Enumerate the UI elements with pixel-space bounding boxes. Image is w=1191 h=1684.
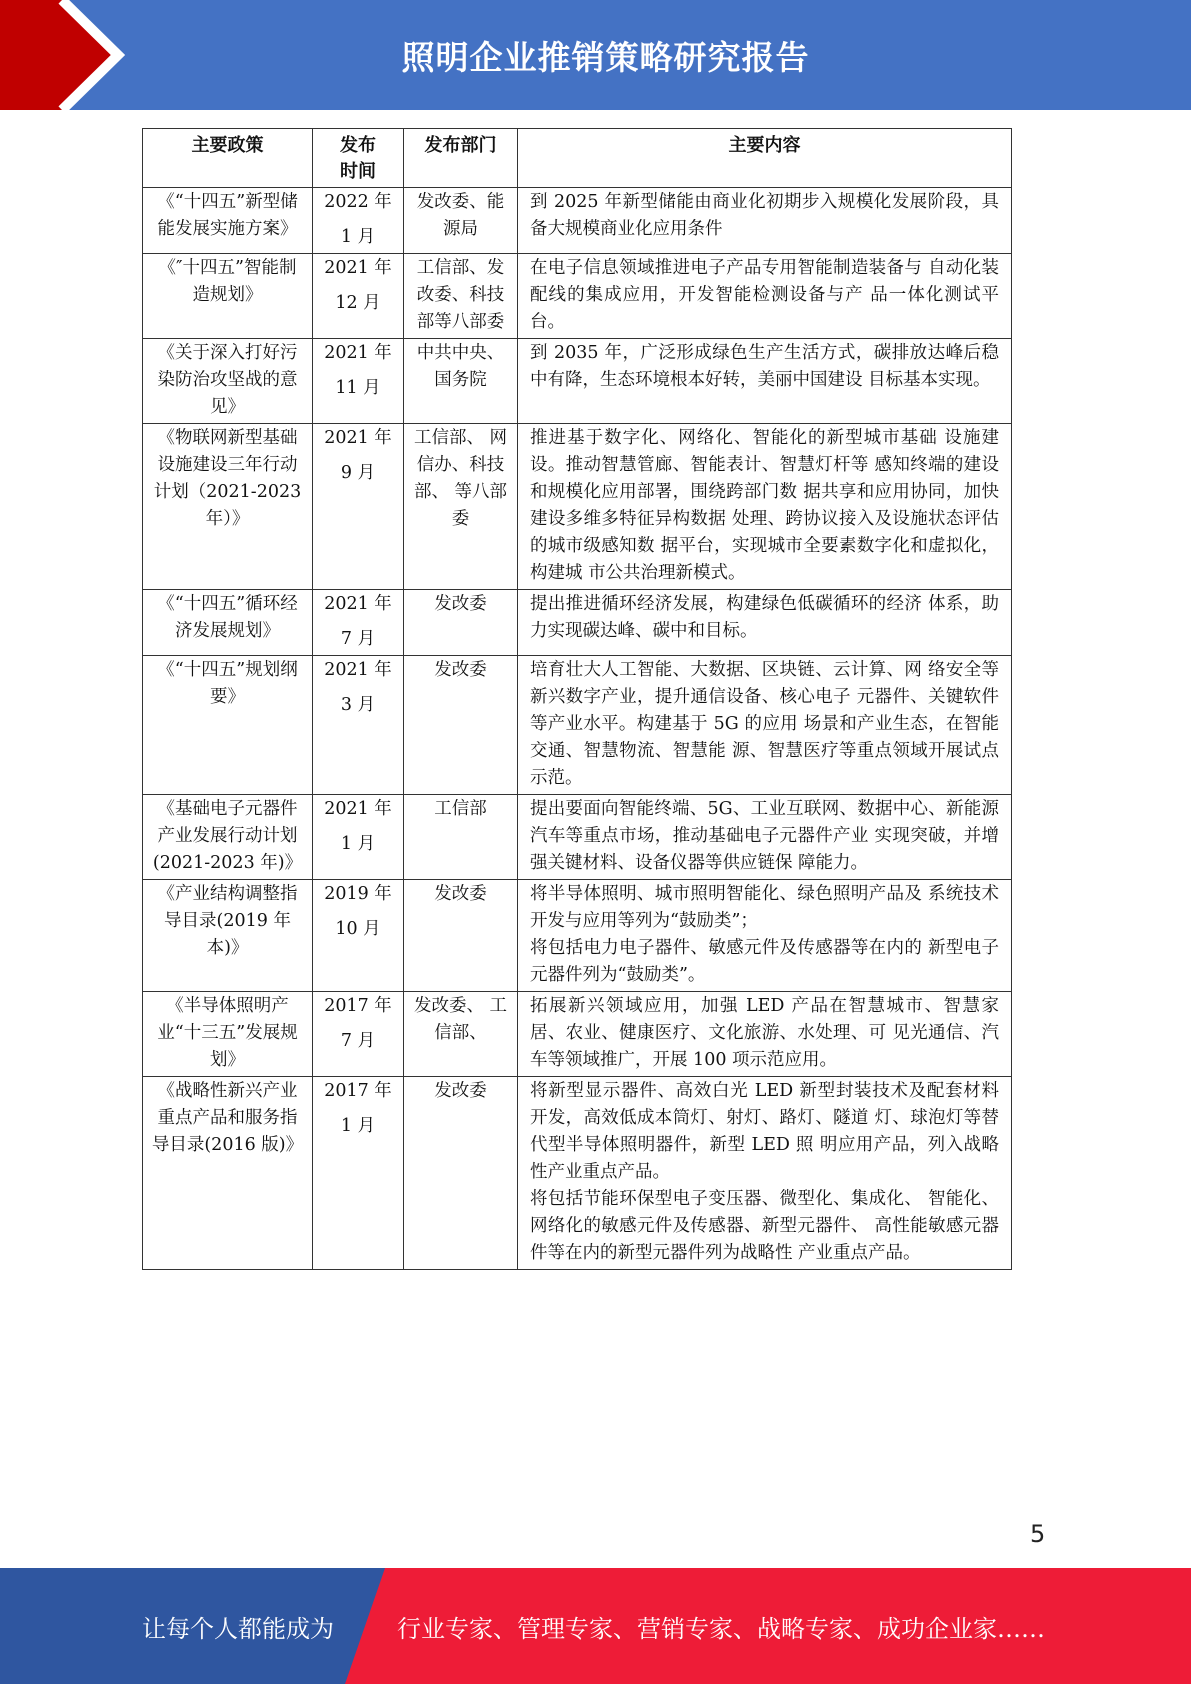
content-cell: [518, 339, 1012, 424]
content-cell: [518, 656, 1012, 795]
policy-name-cell: 《“十四五”新型储能发展实施方案》: [143, 188, 313, 254]
release-date-cell: [313, 656, 404, 795]
page-number: 5: [1030, 1520, 1046, 1548]
policy-name-cell: 《半导体照明产业“十三五”发展规划》: [143, 992, 313, 1077]
release-date-part: 9 月: [340, 463, 376, 483]
content-paragraph: 提出推进循环经济发展，构建绿色低碳循环的经济 体系，助力实现碳达峰、碳中和目标。: [530, 594, 999, 641]
policy-name-cell: 《物联网新型基础设施建设三年行动计划（2021-2023 年）》: [143, 424, 313, 590]
release-date-part: 2019 年: [324, 884, 392, 904]
release-date-cell: [313, 992, 404, 1077]
content-paragraph: 到 2035 年，广泛形成绿色生产生活方式，碳排放达峰后稳中有降，生态环境根本好转，美丽中国建设 目标基本实现。: [530, 343, 999, 390]
department-cell: 发改委: [404, 1077, 518, 1270]
footer-slogan-right: 行业专家、管理专家、营销专家、战略专家、成功企业家……: [397, 1614, 1045, 1643]
header-dept: 发布部门: [404, 129, 518, 188]
release-date-part: 11 月: [335, 378, 381, 398]
policy-name-cell: 《“十四五”循环经济发展规划》: [143, 590, 313, 656]
table-row: [143, 424, 1012, 590]
release-date-part: 1 月: [340, 834, 376, 854]
content-paragraph: 将半导体照明、城市照明智能化、绿色照明产品及 系统技术开发与应用等列为“鼓励类”；: [530, 884, 999, 931]
content-paragraph: 拓展新兴领域应用，加强 LED 产品在智慧城市、智慧家居、农业、健康医疗、文化旅游、水处理、可 见光通信、汽车等领域推广，开展 100 项示范应用。: [530, 996, 999, 1070]
release-date-part: 2017 年: [324, 1081, 392, 1101]
content-cell: [518, 795, 1012, 880]
table-row: [143, 590, 1012, 656]
release-date-part: 2017 年: [324, 996, 392, 1016]
release-date-part: 2021 年: [324, 428, 392, 448]
release-date-part: 2021 年: [324, 258, 392, 278]
department-cell: 工信部: [404, 795, 518, 880]
header-policy: 主要政策: [143, 129, 313, 188]
policy-name-cell: 《战略性新兴产业重点产品和服务指导目录(2016 版)》: [143, 1077, 313, 1270]
release-date-cell: [313, 590, 404, 656]
content-cell: [518, 424, 1012, 590]
content-paragraph: 将包括节能环保型电子变压器、微型化、集成化、 智能化、网络化的敏感元件及传感器、新型元器件、 高性能敏感元器件等在内的新型元器件列为战略性 产业重点产品。: [530, 1189, 999, 1263]
release-date-cell: [313, 424, 404, 590]
content-cell: [518, 590, 1012, 656]
release-date-part: 1 月: [340, 1116, 376, 1136]
content-cell: [518, 880, 1012, 992]
content-paragraph: 提出要面向智能终端、5G、工业互联网、数据中心、新能源汽车等重点市场，推动基础电子元器件产业 实现突破，并增强关键材料、设备仪器等供应链保 障能力。: [530, 799, 999, 873]
table-row: [143, 254, 1012, 339]
release-date-part: 10 月: [335, 919, 381, 939]
footer-banner: [0, 1568, 1191, 1684]
table-row: [143, 656, 1012, 795]
table-body: [143, 188, 1012, 1270]
content-cell: [518, 188, 1012, 254]
table-row: [143, 1077, 1012, 1270]
policy-name-cell: 《基础电子元器件产业发展行动计划(2021-2023 年)》: [143, 795, 313, 880]
policy-name-cell: 《产业结构调整指导目录(2019 年本)》: [143, 880, 313, 992]
department-cell: 中共中央、国务院: [404, 339, 518, 424]
release-date-cell: [313, 880, 404, 992]
content-cell: [518, 1077, 1012, 1270]
page-title: 照明企业推销策略研究报告: [401, 37, 810, 77]
content-paragraph: 将包括电力电子器件、敏感元件及传感器等在内的 新型电子元器件列为“鼓励类”。: [530, 938, 999, 985]
release-date-part: 7 月: [340, 629, 376, 649]
header-content: 主要内容: [518, 129, 1012, 188]
release-date-cell: [313, 795, 404, 880]
table-header-row: [143, 129, 1012, 188]
content-paragraph: 培育壮大人工智能、大数据、区块链、云计算、网 络安全等新兴数字产业，提升通信设备、核心电子 元器件、关键软件等产业水平。构建基于 5G 的应用 场景和产业生态，在智能交通、智慧物流、智慧能 源、智慧医疗等重点领域开展试点示范。: [530, 660, 999, 788]
table-row: [143, 880, 1012, 992]
department-cell: 发改委: [404, 590, 518, 656]
content-paragraph: 推进基于数字化、网络化、智能化的新型城市基础 设施建设。推动智慧管廊、智能表计、智慧灯杆等 感知终端的建设和规模化应用部署，围绕跨部门数 据共享和应用协同，加快建设多维多特征异构数据 处理、跨协议接入及设施状态评估的城市级感知数 据平台，实现城市全要素数字化和虚拟化，构建城 市公共治理新模式。: [530, 428, 999, 583]
department-cell: 发改委: [404, 880, 518, 992]
content-paragraph: 在电子信息领域推进电子产品专用智能制造装备与 自动化装配线的集成应用，开发智能检测设备与产 品一体化测试平台。: [530, 258, 999, 332]
release-date-part: 2021 年: [324, 660, 392, 680]
policy-table: [142, 128, 1012, 1270]
release-date-part: 3 月: [340, 695, 376, 715]
content-paragraph: 到 2025 年新型储能由商业化初期步入规模化发展阶段，具备大规模商业化应用条件: [530, 192, 999, 239]
release-date-part: 2021 年: [324, 343, 392, 363]
table-row: [143, 992, 1012, 1077]
policy-name-cell: 《″十四五”智能制造规划》: [143, 254, 313, 339]
policy-name-cell: 《“十四五”规划纲要》: [143, 656, 313, 795]
department-cell: 发改委: [404, 656, 518, 795]
table-row: [143, 188, 1012, 254]
release-date-part: 2022 年: [324, 192, 392, 212]
content-cell: [518, 254, 1012, 339]
release-date-cell: [313, 254, 404, 339]
release-date-part: 2021 年: [324, 594, 392, 614]
release-date-part: 12 月: [335, 293, 381, 313]
footer-slogan-left: 让每个人都能成为: [142, 1614, 334, 1643]
department-cell: 发改委、能源局: [404, 188, 518, 254]
release-date-cell: [313, 1077, 404, 1270]
header-date: 发布 时间: [313, 129, 404, 188]
table-row: [143, 795, 1012, 880]
department-cell: 发改委、 工信部、: [404, 992, 518, 1077]
department-cell: 工信部、发改委、科技部等八部委: [404, 254, 518, 339]
release-date-part: 1 月: [340, 227, 376, 247]
policy-name-cell: 《关于深入打好污染防治攻坚战的意见》: [143, 339, 313, 424]
release-date-part: 2021 年: [324, 799, 392, 819]
policy-table-container: [142, 128, 1011, 1270]
content-paragraph: 将新型显示器件、高效白光 LED 新型封装技术及配套材料开发，高效低成本筒灯、射灯、路灯、隧道 灯、球泡灯等替代型半导体照明器件，新型 LED 照 明应用产品，列入战略性产业重点产品。: [530, 1081, 999, 1182]
release-date-cell: [313, 339, 404, 424]
department-cell: 工信部、 网信办、科技部、 等八部委: [404, 424, 518, 590]
release-date-part: 7 月: [340, 1031, 376, 1051]
release-date-cell: [313, 188, 404, 254]
table-row: [143, 339, 1012, 424]
content-cell: [518, 992, 1012, 1077]
